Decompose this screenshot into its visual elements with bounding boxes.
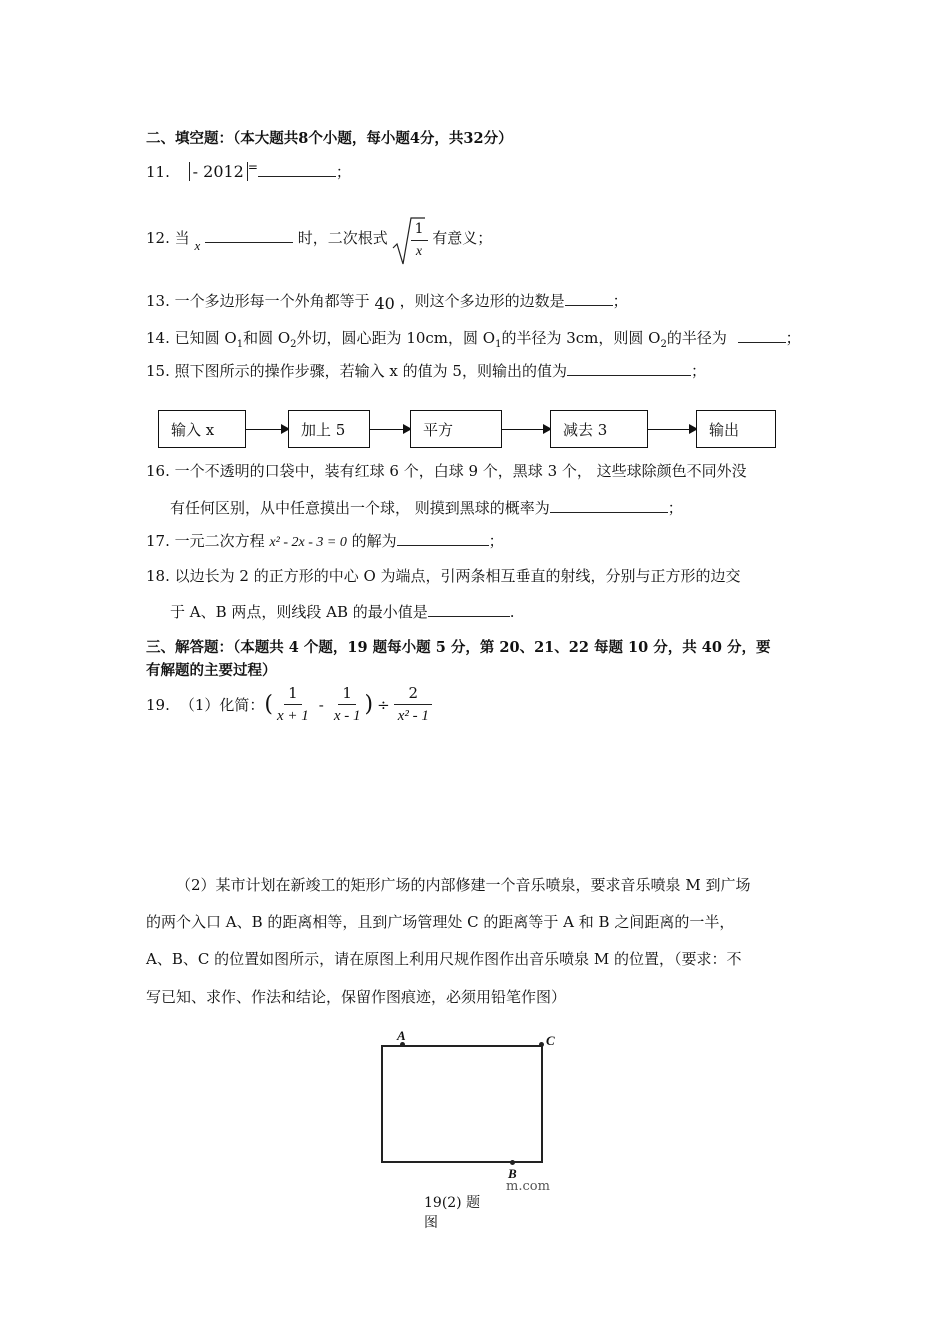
- rectangle-plaza: [381, 1045, 543, 1163]
- flow-label: 减去 3: [563, 420, 608, 439]
- question-19-part-2-line-2: 的两个入口 A、B 的距离相等，且到广场管理处 C 的距离等于 A 和 B 之间距离的一半，: [146, 913, 735, 931]
- q13-text-b: ，则这个多边形的边数是: [399, 292, 565, 310]
- question-18-line-2: [170, 601, 515, 622]
- point-b: [510, 1160, 515, 1165]
- var-x: x: [194, 238, 201, 253]
- point-c: [539, 1042, 544, 1047]
- equation: x² - 2x - 3 = 0: [269, 535, 347, 550]
- question-number: 11.: [146, 163, 170, 181]
- q13-text-a: 一个多边形每一个外角都等于: [174, 292, 370, 310]
- section-2-heading: 二、填空题：（本大题共8个小题，每小题4分，共32分）: [146, 130, 513, 147]
- q12-text-c: 有意义；: [432, 229, 493, 247]
- radical-sign-icon: [391, 216, 425, 266]
- flow-step-input: [158, 410, 246, 448]
- answer-blank[interactable]: [258, 162, 336, 177]
- subscript: 2: [660, 339, 667, 350]
- answer-blank[interactable]: [567, 361, 691, 376]
- flow-step-square: [410, 410, 502, 448]
- label-c: C: [546, 1033, 555, 1048]
- end-punct: ；: [667, 499, 683, 517]
- question-19-part-2-line-4: 写已知、求作、作法和结论，保留作图痕迹，必须用铅笔作图）: [146, 988, 567, 1006]
- flow-label: 平方: [423, 420, 454, 439]
- fraction-3-numerator: 2: [394, 682, 432, 705]
- flow-label: 输出: [709, 420, 740, 439]
- question-number: 12.: [146, 229, 170, 247]
- q12-text-a: 当: [174, 229, 190, 247]
- question-14: [146, 327, 801, 350]
- angle-value: 40: [374, 294, 395, 313]
- fraction-2-denominator: x - 1: [333, 708, 361, 724]
- equals-sign: =: [247, 160, 258, 174]
- fraction-2: [330, 682, 365, 727]
- radical-denominator: x: [415, 244, 423, 259]
- part-1-label: （1）化简：: [179, 696, 265, 714]
- q14-text-3: 外切，圆心距为 10cm，圆 O: [296, 329, 496, 347]
- question-15: [146, 360, 706, 381]
- question-11: [146, 160, 351, 182]
- question-16-line-2: [170, 497, 683, 518]
- radical-expression: [393, 218, 428, 263]
- question-16: [146, 460, 747, 481]
- q17-text-a: 一元二次方程: [174, 532, 265, 550]
- q15-text: 照下图所示的操作步骤，若输入 x 的值为 5，则输出的值为: [174, 362, 567, 380]
- section-3-heading: 三、解答题：（本题共 4 个题，19 题每小题 5 分，第 20、21、22 每题 10 分，共 40 分，要: [146, 639, 771, 656]
- divide-sign: ÷: [377, 695, 390, 714]
- fraction-1-denominator: x + 1: [277, 708, 309, 724]
- subscript: 1: [495, 339, 502, 350]
- answer-blank[interactable]: [397, 531, 489, 546]
- end-punct: ；: [335, 163, 351, 181]
- question-number: 16.: [146, 462, 170, 480]
- q14-text-5: 的半径为: [666, 329, 727, 347]
- flow-label: 输入 x: [171, 420, 215, 439]
- q16-line-2-text: 有任何区别，从中任意摸出一个球， 则摸到黑球的概率为: [170, 499, 550, 517]
- question-number: 13.: [146, 292, 170, 310]
- paren-close: ): [364, 692, 374, 717]
- flow-arrow: [370, 429, 410, 430]
- q14-text: 已知圆 O: [174, 329, 237, 347]
- paren-open: (: [264, 692, 273, 717]
- end-punct: ；: [690, 362, 706, 380]
- absolute-value-expression: - 2012: [189, 162, 248, 181]
- minus-sign: -: [318, 695, 324, 714]
- fraction-3: [394, 682, 433, 727]
- fraction-3-denominator: x² - 1: [397, 708, 429, 724]
- end-punct: .: [509, 603, 515, 621]
- figure-caption: 19(2) 题: [424, 1195, 481, 1211]
- fraction-2-numerator: 1: [338, 682, 356, 705]
- q14-text-4: 的半径为 3cm，则圆 O: [501, 329, 661, 347]
- question-19-part-2-line-1: （2）某市计划在新竣工的矩形广场的内部修建一个音乐喷泉，要求音乐喷泉 M 到广场: [176, 876, 751, 894]
- section-3-heading-line-2: 有解题的主要过程）: [146, 662, 277, 679]
- question-number: 19.: [146, 695, 170, 714]
- question-12: [146, 222, 492, 270]
- watermark-text: m.com: [506, 1179, 550, 1194]
- answer-blank[interactable]: [205, 228, 293, 243]
- radical-numerator: 1: [411, 218, 428, 241]
- q12-text-b: 时，二次根式: [297, 229, 388, 247]
- q14-text-2: 和圆 O: [243, 329, 291, 347]
- answer-blank[interactable]: [428, 602, 510, 617]
- label-a: A: [397, 1028, 406, 1043]
- subscript: 2: [290, 339, 297, 350]
- fraction-1-numerator: 1: [284, 682, 302, 705]
- flow-label: 加上 5: [301, 420, 346, 439]
- flow-arrow: [246, 429, 288, 430]
- fraction-1: [273, 682, 313, 727]
- flow-step-subtract: [550, 410, 648, 448]
- end-punct: ；: [612, 292, 628, 310]
- question-18: [146, 565, 741, 586]
- flow-step-add: [288, 410, 370, 448]
- q18-line-1: 以边长为 2 的正方形的中心 O 为端点，引两条相互垂直的射线，分别与正方形的边交: [174, 567, 741, 585]
- flow-arrow: [648, 429, 696, 430]
- question-number: 15.: [146, 362, 170, 380]
- flow-arrow: [502, 429, 550, 430]
- q16-line-1: 一个不透明的口袋中，装有红球 6 个，白球 9 个，黑球 3 个， 这些球除颜色不同外没: [174, 462, 747, 480]
- subscript: 1: [236, 339, 244, 350]
- question-19-part-2-line-3: A、B、C 的位置如图所示，请在原图上利用尺规作图作出音乐喷泉 M 的位置，（要求：不: [146, 950, 742, 968]
- q18-line-2-text: 于 A、B 两点，则线段 AB 的最小值是: [170, 603, 428, 621]
- question-13: [146, 290, 628, 311]
- question-number: 17.: [146, 532, 170, 550]
- figure-caption-line-2: 图: [424, 1215, 438, 1231]
- q17-text-b: 的解为: [351, 532, 397, 550]
- question-number: 14.: [146, 329, 170, 347]
- question-19-part-1: [146, 682, 433, 727]
- answer-blank[interactable]: [565, 291, 613, 306]
- answer-blank[interactable]: [550, 498, 668, 513]
- flow-step-output: [696, 410, 776, 448]
- label-b: B: [508, 1166, 517, 1181]
- answer-blank[interactable]: [738, 328, 786, 343]
- end-punct: ；: [785, 329, 801, 347]
- question-number: 18.: [146, 567, 170, 585]
- question-17: [146, 530, 504, 551]
- end-punct: ；: [488, 532, 504, 550]
